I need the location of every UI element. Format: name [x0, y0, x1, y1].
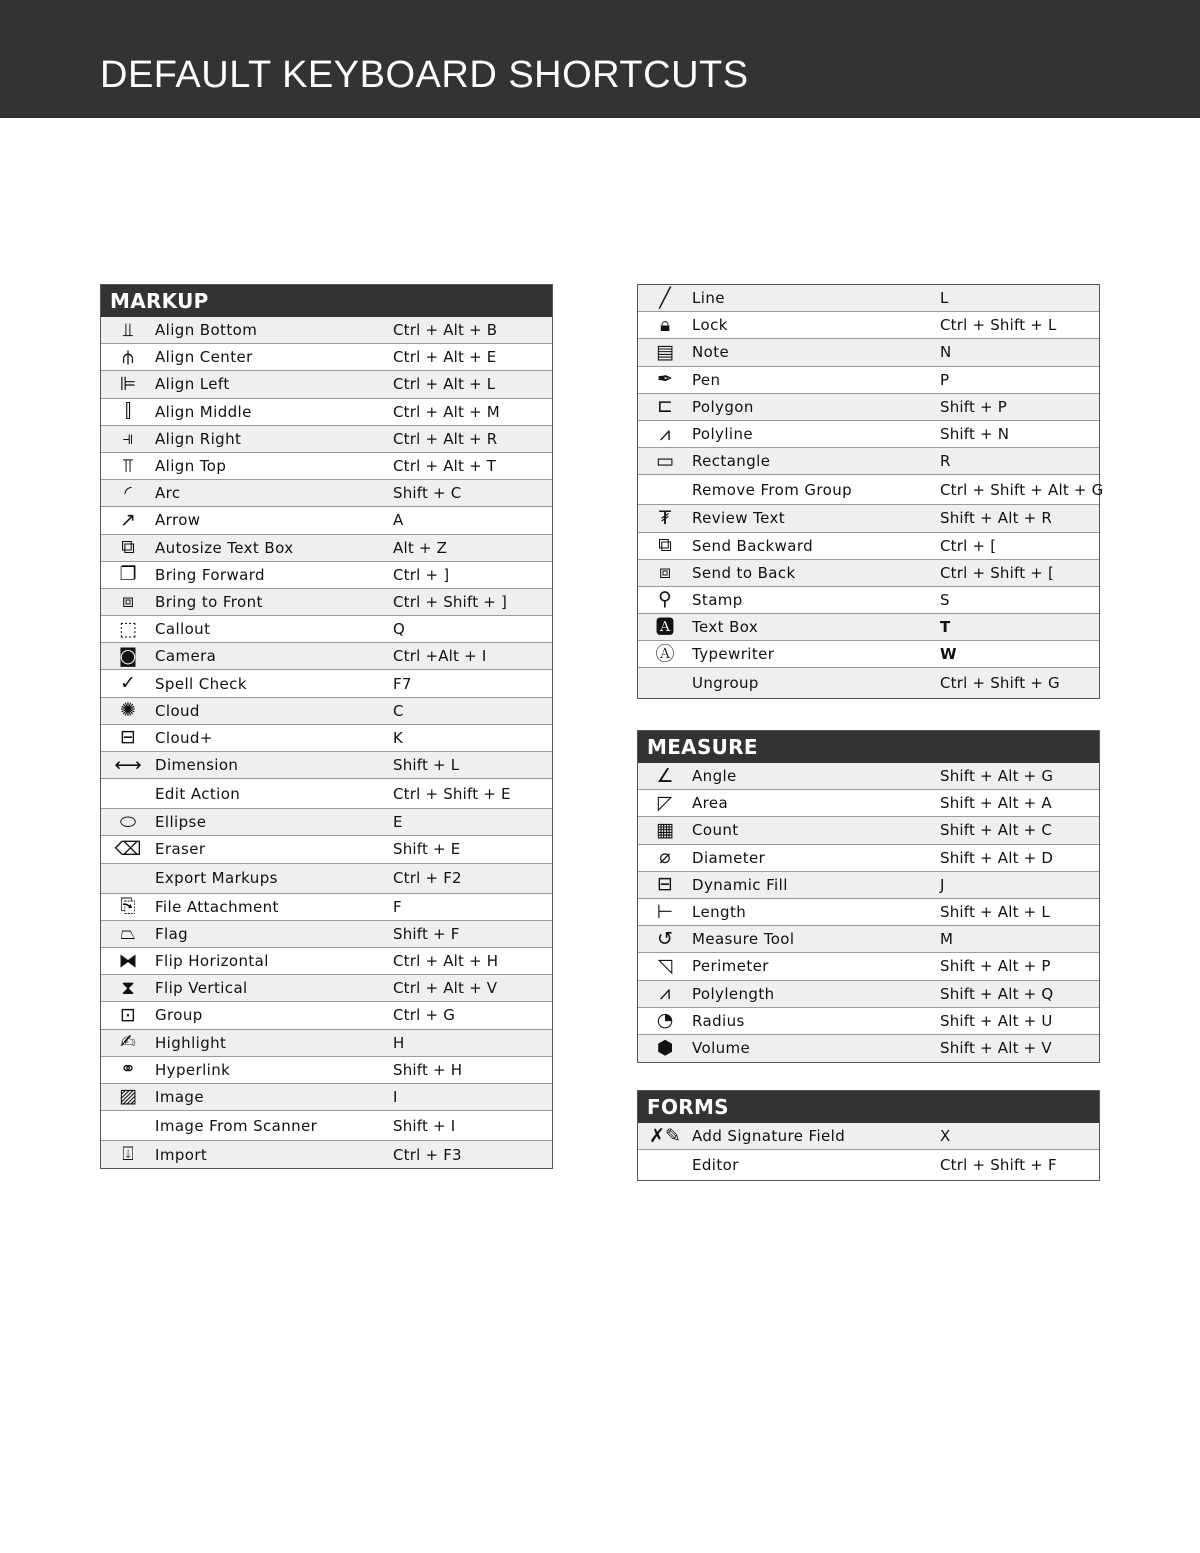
shortcut-row [101, 344, 552, 371]
shortcut-row [101, 948, 552, 975]
arc-icon: ◜ [124, 481, 132, 504]
shortcut-key: Ctrl + Alt + T [393, 457, 497, 476]
shortcut-key: Ctrl + [ [940, 536, 997, 555]
shortcut-key: Ctrl + Shift + F [940, 1156, 1057, 1175]
shortcut-name: Align Center [155, 348, 253, 367]
shortcut-name: Cloud+ [155, 728, 213, 747]
shortcut-name: Diameter [692, 848, 766, 867]
markup-heading: MARKUP [101, 285, 552, 317]
shortcut-row [101, 809, 552, 836]
group-icon: ⊡ [120, 1003, 136, 1026]
shortcut-row [638, 763, 1099, 790]
shortcut-name: Autosize Text Box [155, 538, 294, 557]
markup-continued-shortcuts-table [637, 284, 1104, 699]
arrow-icon: ↗ [120, 508, 136, 531]
shortcut-row [638, 394, 1099, 421]
dimension-icon: ⟷ [114, 753, 142, 776]
cloud-plus-icon: ⊟ [120, 726, 136, 749]
shortcut-key: Shift + E [393, 840, 461, 859]
spell-check-icon: ✓ [120, 672, 136, 695]
image-icon: ▨ [119, 1085, 137, 1108]
shortcut-key: P [940, 370, 950, 389]
shortcut-key: Shift + F [393, 924, 460, 943]
shortcut-name: Import [155, 1145, 208, 1164]
shortcut-name: File Attachment [155, 897, 279, 916]
autosize-text-box-icon: ⧉ [121, 536, 135, 559]
shortcut-key: Ctrl + ] [393, 565, 450, 584]
shortcut-key: W [940, 645, 957, 664]
highlight-icon: ✍ [120, 1031, 136, 1054]
shortcut-key: Q [393, 620, 406, 639]
shortcut-row [101, 480, 552, 507]
shortcut-name: Dynamic Fill [692, 875, 788, 894]
shortcut-name: Polyline [692, 425, 754, 444]
shortcut-key: Ctrl + Alt + R [393, 429, 498, 448]
shortcut-row [638, 1008, 1099, 1035]
shortcut-row [101, 1030, 552, 1057]
import-icon: ⍗ [122, 1143, 134, 1166]
shortcut-name: Flag [155, 924, 189, 943]
shortcut-name: Typewriter [692, 645, 775, 664]
shortcut-row [638, 668, 1099, 698]
shortcut-key: Ctrl + Alt + B [393, 321, 498, 340]
shortcut-row [101, 1141, 552, 1168]
shortcut-key: I [393, 1087, 398, 1106]
shortcut-name: Camera [155, 647, 217, 666]
shortcut-name: Flip Horizontal [155, 952, 269, 971]
shortcut-name: Add Signature Field [692, 1127, 846, 1146]
shortcut-name: Image From Scanner [155, 1116, 318, 1135]
shortcut-key: Ctrl + Alt + H [393, 952, 499, 971]
shortcut-key: M [940, 930, 954, 949]
length-icon: ⊢ [656, 900, 674, 923]
shortcut-name: Bring to Front [155, 592, 263, 611]
polygon-icon: ⊏ [657, 395, 673, 418]
shortcut-row [101, 507, 552, 534]
shortcut-key: Shift + C [393, 484, 462, 503]
shortcut-key: Shift + Alt + A [940, 794, 1052, 813]
shortcut-row [101, 371, 552, 398]
page-title: DEFAULT KEYBOARD SHORTCUTS [100, 54, 749, 96]
shortcut-name: Align Middle [155, 402, 252, 421]
diameter-icon: ⌀ [659, 846, 671, 869]
callout-icon: ⬚ [119, 617, 137, 640]
shortcut-key: Ctrl + G [393, 1006, 456, 1025]
eraser-icon: ⌫ [114, 837, 142, 860]
shortcut-row [101, 317, 552, 344]
shortcut-key: C [393, 701, 404, 720]
shortcut-name: Flip Vertical [155, 979, 248, 998]
shortcut-name: Remove From Group [692, 480, 853, 499]
shortcut-row [101, 399, 552, 426]
shortcut-name: Hyperlink [155, 1060, 231, 1079]
shortcut-name: Dimension [155, 756, 239, 775]
perimeter-icon: ◹ [657, 954, 673, 977]
shortcut-key: Ctrl + Alt + E [393, 348, 497, 367]
shortcut-row [101, 975, 552, 1002]
shortcut-key: Shift + Alt + G [940, 767, 1054, 786]
flip-vertical-icon: ⧗ [121, 976, 135, 999]
shortcut-name: Arc [155, 484, 181, 503]
shortcut-row [638, 505, 1099, 532]
shortcut-name: Arrow [155, 511, 201, 530]
shortcut-name: Note [692, 343, 730, 362]
bring-forward-icon: ❐ [119, 563, 137, 586]
shortcut-key: Shift + P [940, 397, 1008, 416]
polyline-icon: ⩘ [659, 422, 671, 445]
shortcut-name: Ungroup [692, 674, 759, 693]
shortcut-key: Shift + L [393, 756, 460, 775]
shortcut-name: Lock [692, 316, 728, 335]
shortcut-name: Highlight [155, 1033, 227, 1052]
shortcut-name: Editor [692, 1156, 739, 1175]
shortcut-row [638, 872, 1099, 899]
review-text-icon: ₮ [658, 506, 672, 529]
forms-shortcuts-table [637, 1090, 1100, 1181]
note-icon: ▤ [656, 340, 674, 363]
shortcut-key: Ctrl + Shift + E [393, 784, 511, 803]
shortcut-row [638, 587, 1099, 614]
shortcut-key: Ctrl + F3 [393, 1145, 462, 1164]
count-icon: ▦ [656, 818, 674, 841]
shortcut-key: S [940, 590, 950, 609]
shortcut-name: Send Backward [692, 536, 814, 555]
shortcut-name: Stamp [692, 590, 743, 609]
shortcut-name: Volume [692, 1039, 751, 1058]
shortcut-row [638, 560, 1099, 587]
shortcut-row [638, 981, 1099, 1008]
markup-shortcuts-table [100, 284, 553, 1169]
shortcut-key: N [940, 343, 952, 362]
pen-icon: ✒ [657, 368, 673, 391]
shortcut-row [101, 698, 552, 725]
align-bottom-icon: ⫫ [122, 318, 134, 341]
shortcut-name: Rectangle [692, 452, 771, 471]
camera-icon: ◙ [118, 644, 138, 667]
volume-icon: ⬢ [656, 1036, 674, 1059]
shortcut-name: Export Markups [155, 869, 278, 888]
align-center-icon: ⫛ [122, 345, 134, 368]
shortcut-key: Ctrl + Shift + G [940, 674, 1060, 693]
shortcut-key: F7 [393, 674, 412, 693]
shortcut-row [638, 845, 1099, 872]
shortcut-row [638, 421, 1099, 448]
cloud-icon: ✺ [120, 699, 136, 722]
rectangle-icon: ▭ [656, 449, 674, 472]
shortcut-key: Ctrl + Shift + L [940, 316, 1057, 335]
send-to-back-icon: ⧈ [658, 561, 672, 584]
bring-to-front-icon: ⧈ [121, 590, 135, 613]
shortcut-key: Shift + Alt + R [940, 509, 1053, 528]
shortcut-name: Area [692, 794, 729, 813]
shortcut-row [638, 339, 1099, 366]
shortcut-row [101, 779, 552, 809]
shortcut-name: Review Text [692, 509, 786, 528]
file-attachment-icon: ⎘ [120, 895, 136, 918]
measure-tool-icon: ↺ [657, 927, 673, 950]
shortcut-key: Shift + Alt + D [940, 848, 1054, 867]
shortcut-row [638, 312, 1099, 339]
shortcut-key: J [940, 875, 945, 894]
shortcut-key: Ctrl + Shift + Alt + G [940, 480, 1104, 499]
shortcut-key: Shift + I [393, 1116, 456, 1135]
measure-shortcuts-table [637, 730, 1100, 1063]
polylength-icon: ⩘ [659, 982, 671, 1005]
shortcut-name: Align Bottom [155, 321, 258, 340]
shortcut-name: Cloud [155, 701, 200, 720]
shortcut-key: Shift + Alt + L [940, 903, 1050, 922]
shortcut-row [101, 670, 552, 697]
shortcut-key: Shift + Alt + P [940, 957, 1051, 976]
shortcut-name: Polygon [692, 397, 754, 416]
shortcut-row [101, 589, 552, 616]
shortcut-key: Ctrl + Shift + ] [393, 592, 508, 611]
shortcut-name: Align Left [155, 375, 230, 394]
shortcut-name: Perimeter [692, 957, 769, 976]
shortcut-name: Pen [692, 370, 721, 389]
dynamic-fill-icon: ⊟ [657, 873, 673, 896]
shortcut-name: Callout [155, 620, 211, 639]
shortcut-row [638, 533, 1099, 560]
lock-icon: 🔒︎ [659, 313, 671, 336]
shortcut-name: Radius [692, 1011, 745, 1030]
align-right-icon: ⫣ [122, 427, 134, 450]
shortcut-row [101, 1002, 552, 1029]
shortcut-row [101, 752, 552, 779]
shortcut-key: F [393, 897, 402, 916]
align-left-icon: ⊫ [119, 372, 137, 395]
shortcut-key: E [393, 813, 403, 832]
shortcut-name: Measure Tool [692, 930, 795, 949]
measure-heading: MEASURE [638, 731, 1099, 763]
shortcut-row [101, 921, 552, 948]
align-middle-icon: ⫿ [124, 400, 132, 423]
shortcut-key: Ctrl + Shift + [ [940, 563, 1055, 582]
shortcut-key: T [940, 618, 951, 637]
shortcut-name: Image [155, 1087, 204, 1106]
stamp-icon: ⚲ [658, 588, 672, 611]
shortcut-name: Line [692, 289, 725, 308]
signature-icon: ✗✎ [649, 1124, 681, 1147]
shortcut-key: R [940, 452, 951, 471]
shortcut-key: Shift + Alt + U [940, 1011, 1053, 1030]
shortcut-name: Ellipse [155, 813, 207, 832]
shortcut-name: Spell Check [155, 674, 247, 693]
shortcut-name: Group [155, 1006, 203, 1025]
shortcut-row [638, 448, 1099, 475]
shortcut-row [638, 953, 1099, 980]
shortcut-row [638, 1035, 1099, 1062]
typewriter-icon: Ⓐ [655, 642, 675, 665]
shortcut-name: Angle [692, 767, 737, 786]
angle-icon: ∠ [656, 764, 674, 787]
forms-heading: FORMS [638, 1091, 1099, 1123]
shortcut-name: Align Top [155, 457, 227, 476]
shortcut-key: A [393, 511, 404, 530]
shortcut-key: L [940, 289, 949, 308]
shortcut-row [101, 725, 552, 752]
shortcut-row [101, 562, 552, 589]
shortcut-name: Edit Action [155, 784, 241, 803]
area-icon: ◸ [657, 791, 673, 814]
flag-icon: ⏢ [120, 922, 136, 945]
shortcut-row [638, 899, 1099, 926]
ellipse-icon: ⬭ [119, 810, 137, 833]
page-header [0, 0, 1200, 118]
text-box-icon: 🅰 [655, 615, 675, 638]
shortcut-row [638, 285, 1099, 312]
shortcut-row [638, 926, 1099, 953]
shortcut-name: Bring Forward [155, 565, 265, 584]
shortcut-row [638, 817, 1099, 844]
shortcut-key: Shift + Alt + C [940, 821, 1053, 840]
shortcut-name: Align Right [155, 429, 242, 448]
shortcut-row [101, 426, 552, 453]
shortcut-key: Ctrl + Alt + V [393, 979, 498, 998]
shortcut-key: Ctrl + F2 [393, 869, 462, 888]
align-top-icon: ⫪ [122, 454, 134, 477]
shortcut-key: Ctrl + Alt + M [393, 402, 500, 421]
shortcut-row [638, 1123, 1099, 1150]
shortcut-name: Text Box [692, 618, 759, 637]
flip-horizontal-icon: ⧓ [118, 949, 138, 972]
shortcut-row [101, 616, 552, 643]
shortcut-row [638, 790, 1099, 817]
radius-icon: ◔ [656, 1009, 674, 1032]
shortcut-name: Send to Back [692, 563, 796, 582]
shortcut-row [101, 1111, 552, 1141]
shortcut-row [638, 475, 1104, 505]
shortcut-name: Length [692, 903, 747, 922]
shortcut-key: Ctrl +Alt + I [393, 647, 487, 666]
shortcut-row [638, 641, 1099, 668]
shortcut-key: K [393, 728, 404, 747]
shortcut-row [638, 367, 1099, 394]
shortcut-key: X [940, 1127, 951, 1146]
shortcut-key: Shift + Alt + Q [940, 984, 1054, 1003]
line-icon: ╱ [659, 286, 671, 309]
shortcut-name: Eraser [155, 840, 206, 859]
shortcut-row [638, 614, 1099, 641]
shortcut-key: Shift + Alt + V [940, 1039, 1052, 1058]
shortcut-key: Alt + Z [393, 538, 448, 557]
shortcut-name: Count [692, 821, 739, 840]
shortcut-row [101, 1057, 552, 1084]
shortcut-row [101, 643, 552, 670]
shortcut-row [638, 1150, 1099, 1180]
shortcut-row [101, 894, 552, 921]
shortcut-row [101, 836, 552, 863]
send-backward-icon: ⧉ [658, 534, 672, 557]
hyperlink-icon: ⚭ [120, 1058, 136, 1081]
shortcut-key: H [393, 1033, 405, 1052]
shortcut-key: Shift + N [940, 425, 1010, 444]
shortcut-key: Shift + H [393, 1060, 463, 1079]
shortcut-row [101, 864, 552, 894]
shortcut-name: Polylength [692, 984, 775, 1003]
shortcut-row [101, 453, 552, 480]
shortcut-row [101, 535, 552, 562]
shortcut-row [101, 1084, 552, 1111]
shortcut-key: Ctrl + Alt + L [393, 375, 496, 394]
